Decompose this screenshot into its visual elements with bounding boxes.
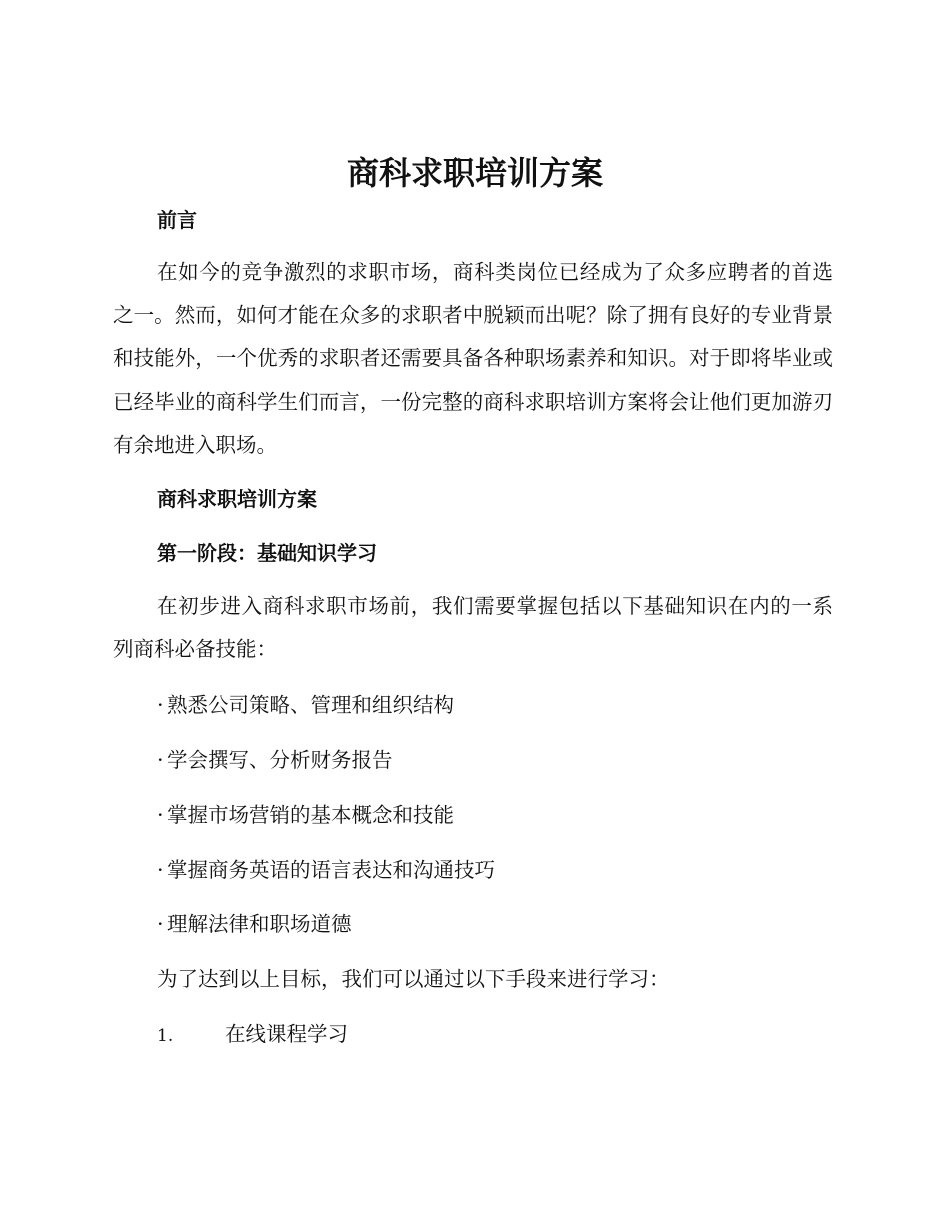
bullet-marker: · — [157, 748, 164, 772]
preface-paragraph: 在如今的竞争激烈的求职市场，商科类岗位已经成为了众多应聘者的首选之一。然而，如何才能在众多的求职者中脱颖而出呢？除了拥有良好的专业背景和技能外，一个优秀的求职者还需要具备各种职场素养和知识。对于即将毕业或已经毕业的商科学生们而言，一份完整的商科求职培训方案将会让他们更加游刃有余地进入职场。 — [113, 260, 833, 457]
bullet-marker: · — [157, 693, 164, 717]
methods-intro: 为了达到以上目标，我们可以通过以下手段来进行学习： — [157, 967, 670, 991]
preface-heading: 前言 — [157, 208, 197, 232]
stage1-paragraph: 在初步进入商科求职市场前，我们需要掌握包括以下基础知识在内的一系列商科必备技能： — [113, 594, 833, 662]
stage1-heading: 第一阶段：基础知识学习 — [157, 541, 377, 565]
document-title: 商科求职培训方案 — [346, 154, 603, 192]
list-item-text: 理解法律和职场道德 — [167, 912, 352, 936]
list-item — [157, 690, 454, 720]
numbered-list-item — [157, 1019, 348, 1051]
plan-heading: 商科求职培训方案 — [157, 487, 317, 511]
list-number: 1. — [157, 1026, 174, 1046]
list-item-text: 掌握市场营销的基本概念和技能 — [167, 803, 454, 827]
list-item-text: 学会撰写、分析财务报告 — [167, 748, 393, 772]
list-item — [157, 745, 393, 775]
list-item — [157, 855, 495, 885]
bullet-marker: · — [157, 858, 164, 882]
bullet-marker: · — [157, 803, 164, 827]
list-item-text: 掌握商务英语的语言表达和沟通技巧 — [167, 858, 495, 882]
bullet-marker: · — [157, 912, 164, 936]
list-item — [157, 909, 352, 939]
numbered-item-text: 在线课程学习 — [225, 1022, 348, 1046]
list-item-text: 熟悉公司策略、管理和组织结构 — [167, 693, 454, 717]
list-item — [157, 800, 454, 830]
